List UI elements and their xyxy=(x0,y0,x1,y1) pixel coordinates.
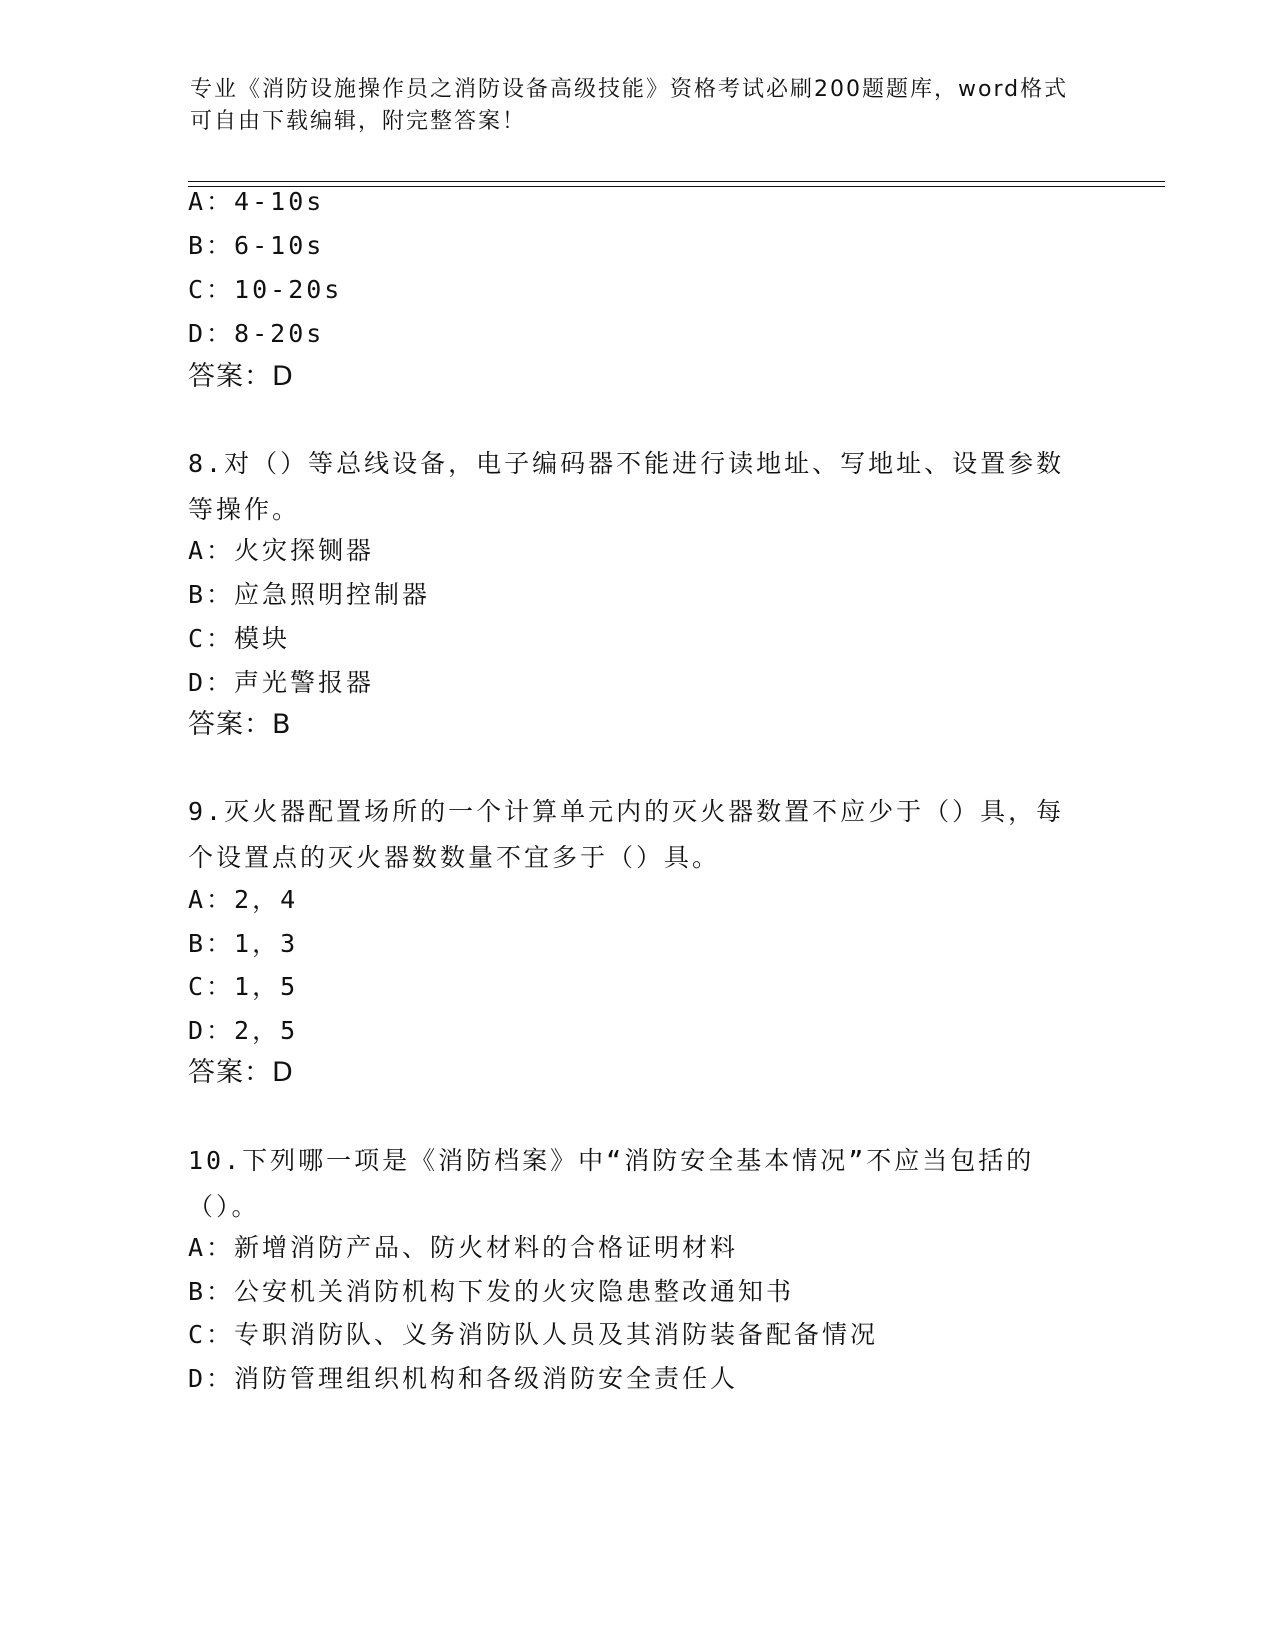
option-b: B：1，3 xyxy=(188,929,299,958)
question-stem-10: 10.下列哪一项是《消防档案》中“消防安全基本情况”不应当包括的（）。 xyxy=(188,1146,1035,1221)
header-divider-top xyxy=(188,181,1165,182)
question-stem-9: 9.灭火器配置场所的一个计算单元内的灭火器数置不应少于（）具，每个设置点的灭火器数数量不宜多于（）具。 xyxy=(188,797,1065,872)
answer-label: 答案：B xyxy=(188,709,292,740)
option-d: D：2，5 xyxy=(188,1016,299,1045)
option-a: A：新增消防产品、防火材料的合格证明材料 xyxy=(188,1233,739,1262)
option-d: D：消防管理组织机构和各级消防安全责任人 xyxy=(188,1364,739,1393)
option-a: A：火灾探铡器 xyxy=(188,536,375,565)
option-c: C：模块 xyxy=(188,624,291,653)
option-b: B：应急照明控制器 xyxy=(188,580,431,609)
option-c: C：1，5 xyxy=(188,972,299,1001)
option-a: A：2，4 xyxy=(188,885,299,914)
option-d: D：声光警报器 xyxy=(188,668,375,697)
option-a: A：4-10s xyxy=(188,187,325,216)
answer-label: 答案：D xyxy=(188,361,294,392)
option-c: C：专职消防队、义务消防队人员及其消防装备配备情况 xyxy=(188,1320,879,1349)
option-b: B：6-10s xyxy=(188,231,325,260)
question-stem-8: 8.对（）等总线设备，电子编码器不能进行读地址、写地址、设置参数等操作。 xyxy=(188,449,1065,524)
option-b: B：公安机关消防机构下发的火灾隐患整改通知书 xyxy=(188,1277,795,1306)
header-divider-bottom xyxy=(188,186,1165,187)
option-d: D：8-20s xyxy=(188,319,325,348)
document-header: 专业《消防设施操作员之消防设备高级技能》资格考试必刷200题题库，word格式可自由下载编辑，附完整答案！ xyxy=(190,77,1069,134)
option-c: C：10-20s xyxy=(188,275,343,304)
answer-label: 答案：D xyxy=(188,1057,294,1088)
